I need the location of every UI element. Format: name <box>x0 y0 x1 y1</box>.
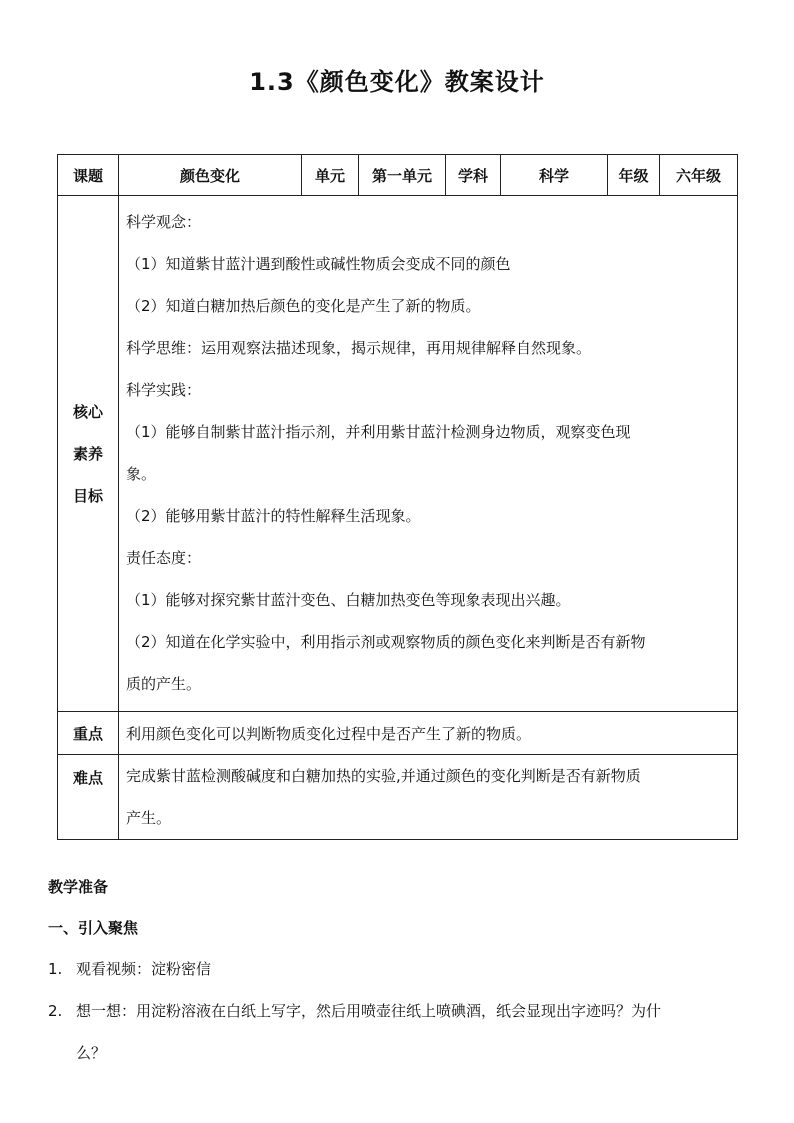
core-line: （1）能够自制紫甘蓝汁指示剂，并利用紫甘蓝汁检测身边物质，观察变色现 <box>126 423 631 441</box>
core-line: （2）能够用紫甘蓝汁的特性解释生活现象。 <box>126 507 421 525</box>
core-line: （2）知道在化学实验中，利用指示剂或观察物质的颜色变化来判断是否有新物 <box>126 633 646 651</box>
core-label-line: 核心 <box>72 402 103 421</box>
lesson-plan-table <box>57 154 738 840</box>
section1-heading: 一、引入聚焦 <box>48 919 139 937</box>
key-point-text: 利用颜色变化可以判断物质变化过程中是否产生了新的物质。 <box>119 712 738 755</box>
key-point-row <box>58 712 738 755</box>
core-goals-row <box>58 196 738 712</box>
prep-heading: 教学准备 <box>48 878 109 896</box>
header-row <box>58 155 738 196</box>
difficulty-row <box>58 755 738 840</box>
page-title: 1.3《颜色变化》教案设计 <box>249 68 545 96</box>
difficulty-line: 完成紫甘蓝检测酸碱度和白糖加热的实验,并通过颜色的变化判断是否有新物质 <box>126 767 641 785</box>
header-cell-grade-label: 年级 <box>608 155 660 196</box>
key-point-label: 重点 <box>58 712 119 755</box>
list-item-text: 想一想：用淀粉溶液在白纸上写字，然后用喷壶往纸上喷碘酒，纸会显现出字迹吗？为什 <box>76 1002 662 1020</box>
header-cell-subject: 科学 <box>501 155 608 196</box>
difficulty-content <box>119 755 738 840</box>
difficulty-label: 难点 <box>58 755 119 840</box>
core-line: （1）知道紫甘蓝汁遇到酸性或碱性物质会变成不同的颜色 <box>126 255 511 273</box>
header-cell-unit: 第一单元 <box>359 155 446 196</box>
core-line: 象。 <box>126 465 157 483</box>
core-line: 责任态度： <box>126 549 202 567</box>
core-line: （2）知道白糖加热后颜色的变化是产生了新的物质。 <box>126 297 481 315</box>
header-cell-subject-label: 学科 <box>446 155 501 196</box>
core-label-line: 目标 <box>72 486 103 505</box>
header-cell-unit-label: 单元 <box>302 155 359 196</box>
list-item-number: 1. <box>48 960 63 978</box>
header-cell-grade: 六年级 <box>660 155 738 196</box>
core-line: 科学观念： <box>126 213 202 231</box>
list-item-number: 2. <box>48 1002 63 1020</box>
core-goals-content <box>119 196 738 712</box>
list-item-text: 观看视频：淀粉密信 <box>76 960 212 978</box>
header-cell-topic-label: 课题 <box>58 155 119 196</box>
core-line: 科学思维：运用观察法描述现象，揭示规律，再用规律解释自然现象。 <box>126 339 592 357</box>
core-line: 质的产生。 <box>126 675 202 693</box>
core-label-line: 素养 <box>72 444 103 463</box>
core-goals-label <box>58 196 119 712</box>
core-line: （1）能够对探究紫甘蓝汁变色、白糖加热变色等现象表现出兴趣。 <box>126 591 571 609</box>
header-cell-topic: 颜色变化 <box>119 155 302 196</box>
list-item-text: 么？ <box>76 1044 107 1062</box>
difficulty-line: 产生。 <box>126 809 172 827</box>
core-line: 科学实践： <box>126 381 202 399</box>
